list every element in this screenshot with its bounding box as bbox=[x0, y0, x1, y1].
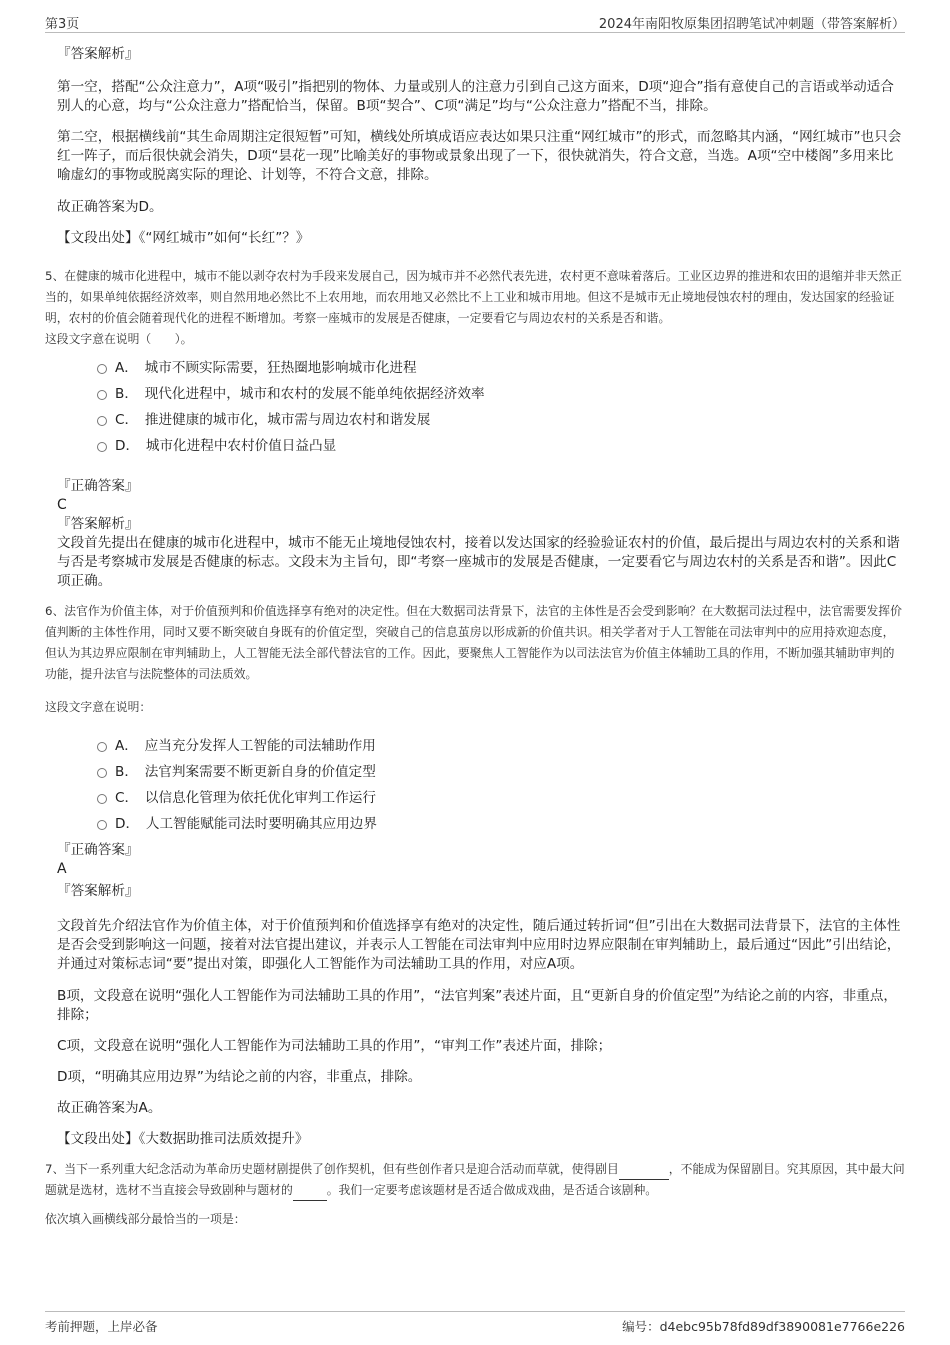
q5-analysis-label: 『答案解析』 bbox=[57, 516, 139, 532]
q5-answer: C bbox=[57, 497, 67, 513]
radio-icon[interactable] bbox=[97, 442, 107, 452]
radio-icon[interactable] bbox=[97, 416, 107, 426]
page-footer bbox=[45, 1311, 905, 1334]
blank-2[interactable] bbox=[293, 1186, 327, 1201]
q5-question: 这段文字意在说明（ ）。 bbox=[45, 332, 193, 346]
q6-source: 【文段出处】《大数据助推司法质效提升》 bbox=[57, 1131, 309, 1147]
radio-icon[interactable] bbox=[97, 390, 107, 400]
q6-option-d[interactable]: D． 人工智能赋能司法时要明确其应用边界 bbox=[45, 811, 905, 837]
footer-slogan: 考前押题，上岸必备 bbox=[45, 1319, 158, 1334]
q6-option-a[interactable]: A． 应当充分发挥人工智能的司法辅助作用 bbox=[45, 733, 905, 759]
q5-options bbox=[45, 355, 905, 459]
q5-option-d[interactable]: D． 城市化进程中农村价值日益凸显 bbox=[45, 433, 905, 459]
document-id: 编号：d4ebc95b78fd89df3890081e7766e226 bbox=[622, 1319, 905, 1334]
q4-analysis-para1: 第一空，搭配“公众注意力”，A项“吸引”指把别的物体、力量或别人的注意力引到自己这方面来，D项“迎合”指有意使自己的言语或举动适合别人的心意，均与“公众注意力”搭配恰当，保留。B项“契合”、C项“满足”均与“公众注意力”搭配不当，排除。 bbox=[57, 79, 894, 114]
q5-option-b[interactable]: B． 现代化进程中，城市和农村的发展不能单纯依据经济效率 bbox=[45, 381, 905, 407]
q6-analysis3: C项，文段意在说明“强化人工智能作为司法辅助工具的作用”，“审判工作”表述片面，排除； bbox=[57, 1038, 612, 1054]
page-number: 第3页 bbox=[45, 17, 80, 32]
q6-options bbox=[45, 733, 905, 837]
radio-icon[interactable] bbox=[97, 794, 107, 804]
q6-option-b[interactable]: B． 法官判案需要不断更新自身的价值定型 bbox=[45, 759, 905, 785]
radio-icon[interactable] bbox=[97, 820, 107, 830]
q6-option-c[interactable]: C． 以信息化管理为依托优化审判工作运行 bbox=[45, 785, 905, 811]
q6-question: 这段文字意在说明： bbox=[45, 700, 152, 714]
q4-analysis-para2: 第二空，根据横线前“其生命周期注定很短暂”可知，横线处所填成语应表达如果只注重“网红城市”的形式，而忽略其内涵，“网红城市”也只会红一阵子，而后很快就会消失，D项“昙花一现”比喻美好的事物或景象出现了一下，很快就消失，符合文意，当选。A项“空中楼阁”多用来比喻虚幻的事物或脱离实际的理论、计划等，不符合文意，排除。 bbox=[57, 129, 902, 183]
q4-analysis-label: 『答案解析』 bbox=[57, 46, 139, 62]
blank-1[interactable] bbox=[619, 1165, 669, 1180]
q5-analysis: 文段首先提出在健康的城市化进程中，城市不能无止境地侵蚀农村，接着以发达国家的经验验证农村的价值，最后提出与周边农村的关系和谐与否是考察城市发展是否健康的标志。文段末为主旨句，即“考察一座城市的发展是否健康，一定要看它与周边农村的关系是否和谐”。因此C项正确。 bbox=[57, 535, 900, 589]
q5-option-a[interactable]: A． 城市不顾实际需要，狂热圈地影响城市化进程 bbox=[45, 355, 905, 381]
radio-icon[interactable] bbox=[97, 364, 107, 374]
page-header bbox=[45, 10, 905, 33]
document-body bbox=[45, 42, 905, 1230]
radio-icon[interactable] bbox=[97, 742, 107, 752]
q6-analysis-label: 『答案解析』 bbox=[57, 883, 139, 899]
radio-icon[interactable] bbox=[97, 768, 107, 778]
document-title: 2024年南阳牧原集团招聘笔试冲刺题（带答案解析） bbox=[598, 17, 905, 32]
q6-answer: A bbox=[57, 861, 67, 877]
q6-analysis1: 文段首先介绍法官作为价值主体，对于价值预判和价值选择享有绝对的决定性，随后通过转折词“但”引出在大数据司法背景下，法官的主体性是否会受到影响这一问题，接着对法官提出建议，并表示人工智能在司法审判中应用时边界应限制在审判辅助上，最后通过“因此”引出结论，并通过对策标志词“要”提出对策，即强化人工智能作为司法辅助工具的作用，对应A项。 bbox=[57, 918, 901, 972]
q6-conclusion: 故正确答案为A。 bbox=[57, 1100, 162, 1116]
q7-stem: 7、当下一系列重大纪念活动为革命历史题材剧提供了创作契机，但有些创作者只是迎合活动而草就，使得剧目 ，不能成为保留剧目。究其原因，其中最大问题就是选材，选材不当直接会导致剧种与题材的 。我们一定要考虑该题材是否适合做成戏曲，是否适合该剧种。 bbox=[45, 1159, 905, 1201]
q5-option-c[interactable]: C． 推进健康的城市化，城市需与周边农村和谐发展 bbox=[45, 407, 905, 433]
q6-analysis2: B项，文段意在说明“强化人工智能作为司法辅助工具的作用”，“法官判案”表述片面，且“更新自身的价值定型”为结论之前的内容，非重点，排除； bbox=[57, 988, 898, 1023]
q5-stem: 5、在健康的城市化进程中，城市不能以剥夺农村为手段来发展自己，因为城市并不必然代表先进，农村更不意味着落后。工业区边界的推进和农田的退缩并非天然正当的，如果单纯依据经济效率，则自然用地必然比不上农用地，而农用地又必然比不上工业和城市用地。但这不是城市无止境地侵蚀农村的理由，发达国家的经验证明，农村的价值会随着现代化的进程不断增加。考察一座城市的发展是否健康，一定要看它与周边农村的关系是否和谐。 bbox=[45, 269, 902, 325]
q6-stem: 6、法官作为价值主体，对于价值预判和价值选择享有绝对的决定性。但在大数据司法背景下，法官的主体性是否会受到影响？在大数据司法过程中，法官需要发挥价值判断的主体性作用，同时又要不断突破自身既有的价值定型，突破自己的信息茧房以形成新的价值共识。相关学者对于人工智能在司法审判中的应用持欢迎态度，但认为其边界应限制在审判辅助上，人工智能无法全部代替法官的工作。因此，要聚焦人工智能作为以司法法官为价值主体辅助工具的作用，不断加强其辅助审判的功能，提升法官与法院整体的司法质效。 bbox=[45, 604, 902, 681]
q5-answer-label: 『正确答案』 bbox=[57, 478, 139, 494]
q6-analysis4: D项，“明确其应用边界”为结论之前的内容，非重点，排除。 bbox=[57, 1069, 422, 1085]
q6-answer-label: 『正确答案』 bbox=[57, 842, 139, 858]
q4-source: 【文段出处】《“网红城市”如何“长红”？》 bbox=[57, 230, 310, 246]
q4-conclusion: 故正确答案为D。 bbox=[57, 199, 163, 215]
q7-question: 依次填入画横线部分最恰当的一项是： bbox=[45, 1212, 246, 1226]
